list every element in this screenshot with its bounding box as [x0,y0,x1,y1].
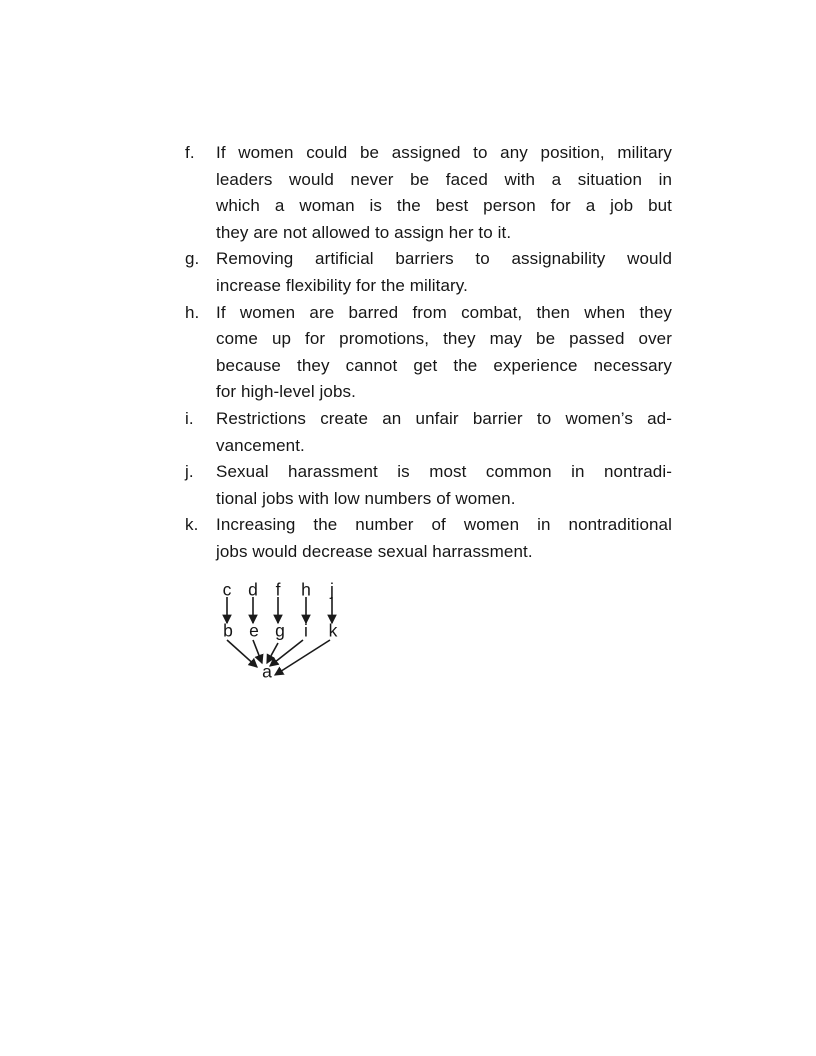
text-line: for high-level jobs. [216,382,356,402]
text-line: Sexual harassment is most common in nontradi- [216,462,672,482]
list-item-text [216,246,672,299]
list-item-marker: k. [185,515,199,535]
list-item-text [216,512,672,565]
arrow-k-to-a [275,640,330,675]
list-item-text [216,406,672,459]
lettered-list [185,140,672,566]
text-line: Increasing the number of women in nontraditional [216,515,672,535]
list-item-i [185,406,672,459]
list-item-text [216,300,672,406]
text-line: they are not allowed to assign her to it. [216,222,512,242]
list-item-marker: f. [185,143,195,162]
text-line: tional jobs with low numbers of women. [216,488,516,508]
arrow-b-to-a [227,640,257,667]
text-line: increase flexibility for the military. [216,275,468,295]
list-item-marker: i. [185,408,194,428]
text-line: If women could be assigned to any position, military [216,143,672,162]
text-line: leaders would never be faced with a situation in [216,169,672,189]
list-item-marker: h. [185,302,200,322]
text-line: Removing artificial barriers to assignability would [216,249,672,269]
text-line: jobs would decrease sexual harrassment. [216,541,533,561]
diagram-node-h: h [301,579,311,600]
diagram-node-a: a [262,661,272,682]
text-line: Restrictions create an unfair barrier to women’s ad- [216,408,672,428]
diagram-node-g: g [275,620,285,641]
text-line: come up for promotions, they may be passed over [216,329,672,349]
diagram-node-e: e [249,620,259,641]
diagram-node-b: b [223,620,233,641]
list-item-j [185,459,672,512]
list-item-text [216,140,672,246]
text-line: If women are barred from combat, then when they [216,302,672,322]
text-line: because they cannot get the experience necessary [216,355,672,375]
list-item-k [185,512,672,565]
list-item-marker: j. [185,462,194,482]
diagram-node-c: c [222,579,232,600]
list-item-h [185,300,672,406]
text-line: which a woman is the best person for a job but [216,196,672,216]
arrow-e-to-a [253,640,262,663]
text-line: vancement. [216,435,305,455]
argument-diagram [210,575,360,690]
list-item-text [216,459,672,512]
diagram-node-j: j [330,579,334,600]
diagram-node-f: f [275,579,281,600]
diagram-node-k: k [328,620,338,641]
list-item-f [185,140,672,246]
list-item-g [185,246,672,299]
diagram-node-d: d [248,579,258,600]
diagram-node-i: i [304,620,308,641]
list-item-marker: g. [185,249,200,269]
arrow-i-to-a [270,640,303,666]
